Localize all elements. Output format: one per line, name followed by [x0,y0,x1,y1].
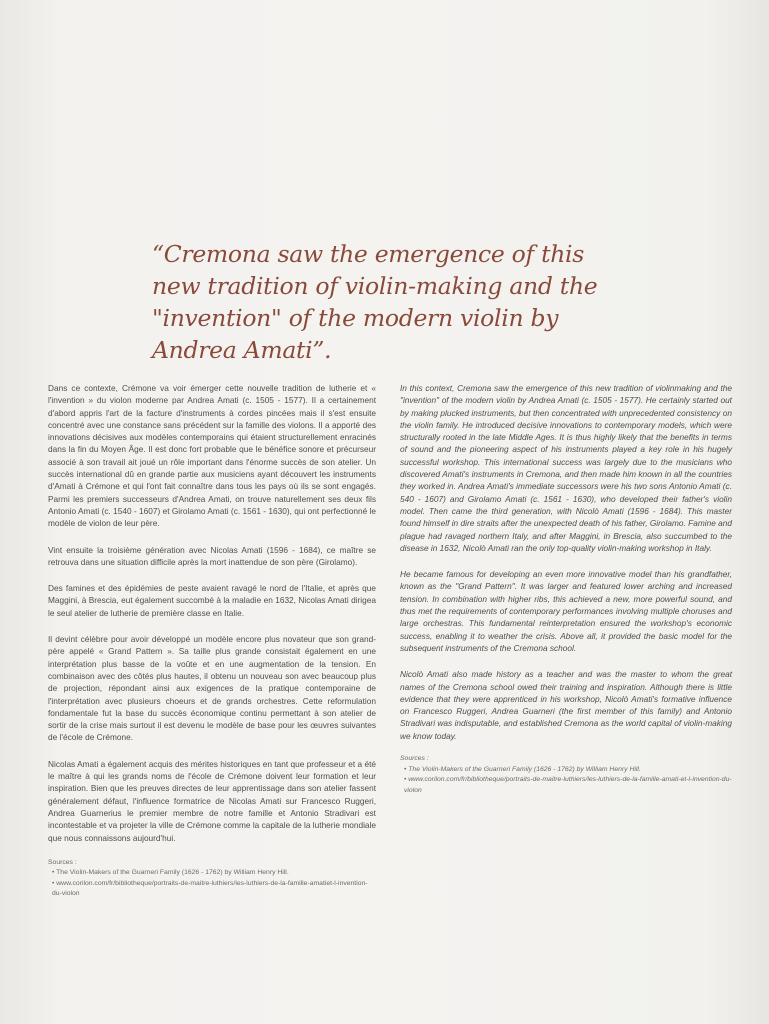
english-source-book: • The Violin-Makers of the Guarneri Family (1626 - 1762) by William Henry Hill. [404,765,641,773]
english-source-url: • www.corilon.com/fr/bibliotheque/portraits-de-maitre-luthiers/les-luthiers-de-la-famille-amati-et-l-invention-du-violon [404,776,732,794]
pull-quote: “Cremona saw the emergence of this new tradition of violin-making and the "invention" of the modern violin by Andrea Amati”. [152,240,598,364]
french-source-book: • The Violin-Makers of the Guarneri Family (1626 - 1762) by William Henry Hill. [52,869,289,877]
english-sources [400,754,732,796]
french-source-url: • www.corilon.com/fr/bibliotheque/portraits-de-maitre-luthiers/les-luthiers-de-la-famille-amatiet-l-invention-du-violon [52,879,368,898]
french-sources [48,858,376,900]
french-paragraph-4: Il devint célèbre pour avoir développé un modèle encore plus novateur que son grand-père appelé « Grand Pattern ». Sa taille plus grande consistait également en une interprétation plus basse de la voûte et en une augmentation de la tension. En combinaison avec des côtés plus hautes, il obtenu un nouveau son avec beaucoup plus de projection, répondant ainsi aux exigences de la pratique contemporaine de l'interprétation avec plusieurs choeurs et de grands orchestres. Cette reformulation fondamentale fut la base du succès économique continu permettant à son atelier de sortir de la crise mais surtout il est devenu le modèle de base pour les œuvres suivantes de l'école de Crémone. [48,634,376,743]
french-column [48,382,376,900]
english-paragraph-3: Nicolò Amati also made history as a teacher and was the master to whom the great names of the Cremona school owed their training and inspiration. Although there is little evidence that they were apprenticed in his workshop, Nicolò Amati's formative influence on Francesco Ruggeri, Andrea Guarneri (the first member of this family) and Antonio Stradivari was indisputable, and established Cremona as the world capital of violin-making we know today. [400,669,732,741]
french-paragraph-3: Des famines et des épidémies de peste avaient ravagé le nord de l'Italie, et après que Maggini, à Brescia, eut également succombé à la maladie en 1632, Nicolas Amati dirigea le seul atelier de lutherie de première classe en Italie. [48,583,376,618]
english-column [400,382,732,796]
french-paragraph-2: Vint ensuite la troisième génération avec Nicolas Amati (1596 - 1684), ce maître se retrouva dans une situation difficile après la mort inattendue de son père (Girolamo). [48,544,376,567]
french-paragraph-1: Dans ce contexte, Crémone va voir émerger cette nouvelle tradition de lutherie et « l'invention » du violon moderne par Andrea Amati (c. 1505 - 1577). Il a certainement d'abord appris l'art de la facture d'instruments à cordes pincées mais il s'est ensuite concentré avec une constance sans précédent sur la famille des violons. Il a apporté des innovations décisives aux modèles contemporains qui étaient structurellement enracinés dans la fin du Moyen Âge. Il est donc fort probable que le bénéfice sonore et précurseur associé à son travail ait joué un rôle important dans l'énorme succès de son atelier. Un succès international dû en grande partie aux musiciens ayant découvert les instruments d'Amati à Crémone et qui l'ont fait connaître dans tous les pays où ils se sont engagés. Parmi les premiers successeurs d'Andrea Amati, on trouve naturellement ses deux fils Antonio Amati (c. 1540 - 1607) et Girolamo Amati (c. 1561 - 1630), qui ont perfectionné le modèle de violon de leur père. [48,383,376,529]
french-paragraph-5: Nicolas Amati a également acquis des mérites historiques en tant que professeur et a été le maître à qui les grands noms de l'école de Crémone doivent leur formation et leur inspiration. Bien que les preuves directes de leur apprentissage dans son atelier fassent généralement défaut, l'influence formatrice de Nicolas Amati sur Francesco Ruggeri, Andrea Guarnerius le premier membre de notre famille et Antonio Stradivari est incontestable et va projeter la ville de Crémone comme la capitale de la lutherie mondiale que nous connaissons aujourd'hui. [48,758,376,843]
french-sources-label: Sources : [48,858,77,866]
english-sources-label: Sources : [400,755,429,763]
english-paragraph-2: He became famous for developing an even more innovative model than his grandfather, known as the "Grand Pattern". It was larger and featured lower arching and increased tension. In combination with higher ribs, this achieved a new, more powerful sound, and thus met the requirements of contemporary performances involving multiple choruses and large orchestras. This fundamental reinterpretation ensured the workshop's economic success, enabling it to weather the crisis. Above all, it provided the basic model for the subsequent instruments of the Cremona school. [400,569,732,653]
english-paragraph-1: In this context, Cremona saw the emergence of this new tradition of violinmaking and the "invention" of the modern violin by Andrea Amati (c. 1505 - 1577). He certainly started out by making plucked instruments, but then concentrated with unprecedented consistency on the violin family. He introduced decisive innovations to contemporary models, which were structurally rooted in the late Middle Ages. It is thus highly likely that the benefits in terms of sound and the pioneering aspect of his instruments played a key role in his hugely successful workshop. This international success was largely due to the musicians who discovered Amati's instruments in Cremona, and then made him known in all the countries they worked in. Andrea Amati's immediate successors were his two sons Antonio Amati (c. 540 - 1607) and Girolamo Amati (c. 1561 - 1630), who developed their father's violin model. Then came the third generation, with Nicolò Amati (1596 - 1684). This master found himself in dire straits after the unexpected death of his father, Girolamo. Famine and plague had ravaged northern Italy, and after Maggini, in Brescia, also succumbed to the disease in 1632, Nicolò Amati ran the only top-quality violin-making workshop in Italy. [400,383,732,553]
